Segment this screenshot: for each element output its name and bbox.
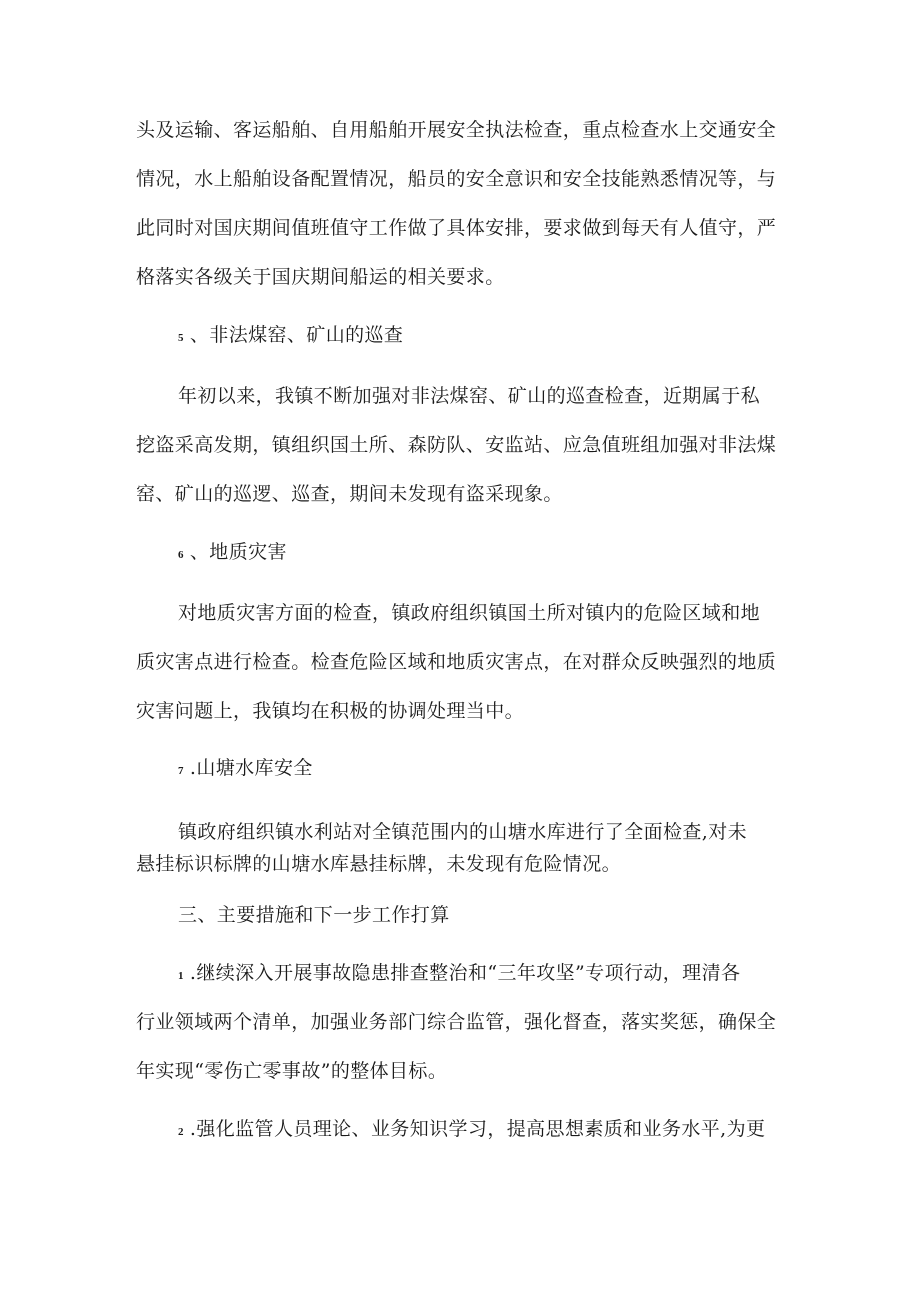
section-number: 5	[178, 332, 184, 344]
paragraph-line: 年实现“零伤亡零事故”的整体目标。	[136, 1060, 448, 1082]
paragraph-line: 窑、矿山的巡逻、巡查，期间未发现有盗采现象。	[136, 483, 563, 505]
list-item-number: 1	[178, 970, 184, 982]
section-heading-6	[178, 540, 287, 567]
chapter-heading: 三、主要措施和下一步工作打算	[178, 904, 450, 926]
paragraph-line: 此同时对国庆期间值班值守工作做了具体安排，要求做到每天有人值守，严	[136, 217, 777, 239]
section-heading-5	[178, 323, 403, 350]
section-heading-7	[178, 756, 313, 783]
paragraph-line: 质灾害点进行检查。检查危险区域和地质灾害点，在对群众反映强烈的地质	[136, 651, 777, 673]
list-item-text: .强化监管人员理论、业务知识学习，提高思想素质和业务水平,为更	[189, 1118, 766, 1140]
section-number: 7	[178, 765, 184, 777]
list-item-first-line	[178, 1117, 765, 1144]
paragraph-line: 镇政府组织镇水利站对全镇范围内的山塘水库进行了全面检查,对未	[178, 821, 748, 843]
section-title: 、非法煤窑、矿山的巡查	[189, 324, 404, 346]
paragraph-line: 格落实各级关于国庆期间船运的相关要求。	[136, 266, 505, 288]
section-title: .山塘水库安全	[189, 757, 313, 779]
list-item-number: 2	[178, 1126, 184, 1138]
section-title: 、地质灾害	[189, 541, 287, 563]
paragraph-line: 头及运输、客运船舶、自用船舶开展安全执法检查，重点检查水上交通安全	[136, 119, 777, 141]
section-number: 6	[178, 549, 184, 561]
paragraph-line: 对地质灾害方面的检查，镇政府组织镇国土所对镇内的危险区域和地	[178, 602, 761, 624]
paragraph-line: 悬挂标识标牌的山塘水库悬挂标牌，未发现有危险情况。	[136, 853, 622, 875]
list-item-text: .继续深入开展事故隐患排查整治和“三年攻坚”专项行动，理清各	[189, 962, 741, 984]
paragraph-line: 挖盗采高发期，镇组织国土所、森防队、安监站、应急值班组加强对非法煤	[136, 434, 777, 456]
list-item-first-line	[178, 961, 740, 988]
paragraph-line: 灾害问题上，我镇均在积极的协调处理当中。	[136, 700, 525, 722]
paragraph-line: 年初以来，我镇不断加强对非法煤窑、矿山的巡查检查，近期属于私	[178, 385, 761, 407]
paragraph-line: 情况，水上船舶设备配置情况，船员的安全意识和安全技能熟悉情况等，与	[136, 168, 777, 190]
paragraph-line: 行业领域两个清单，加强业务部门综合监管，强化督查，落实奖惩，确保全	[136, 1011, 777, 1033]
